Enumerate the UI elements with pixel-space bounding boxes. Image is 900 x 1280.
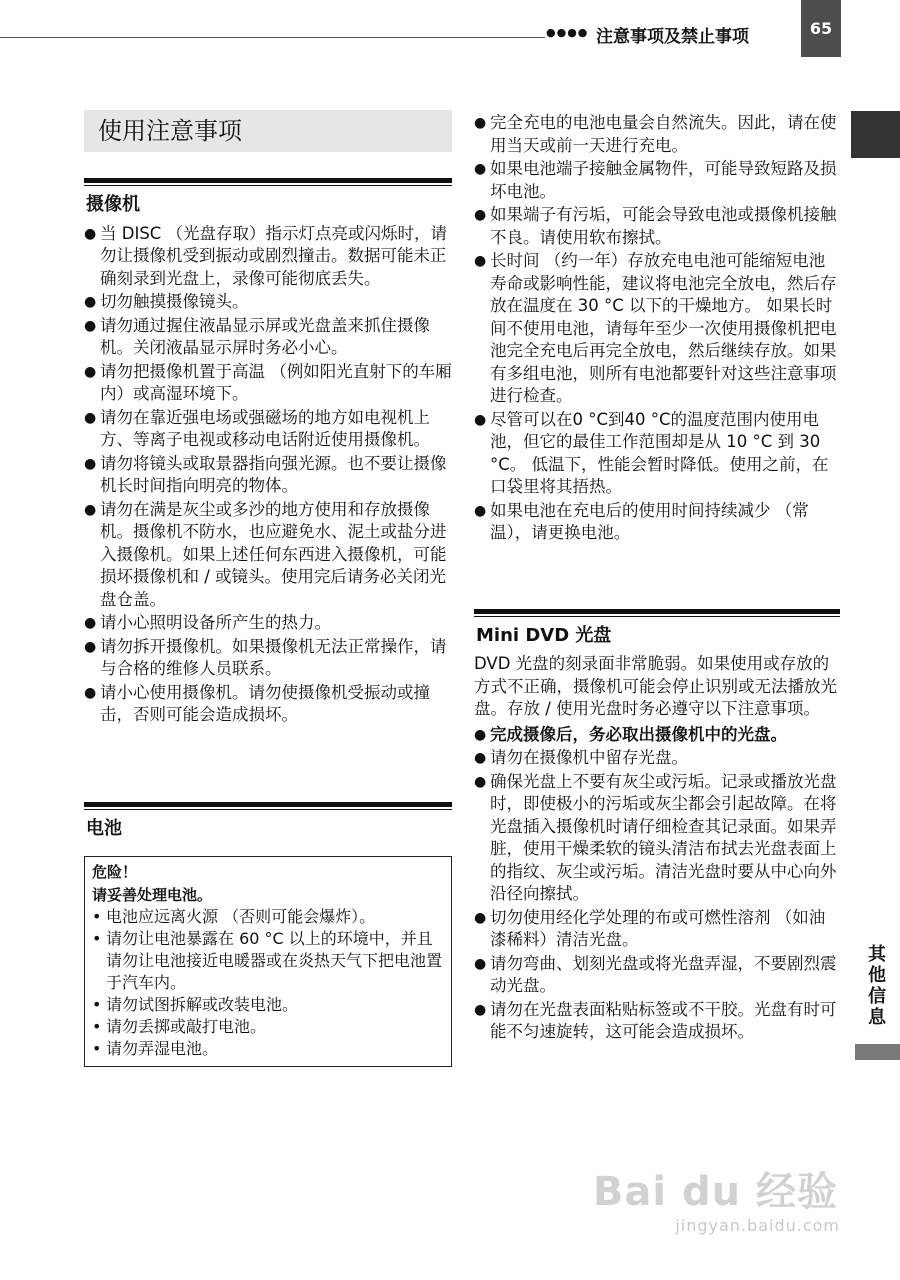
danger-item: • 请勿弄湿电池。 xyxy=(92,1038,444,1060)
left-column xyxy=(84,110,452,1067)
list-item-important: ● 完成摄像后，务必取出摄像机中的光盘。 xyxy=(474,724,840,747)
danger-subtitle: 请妥善处理电池。 xyxy=(92,885,213,904)
minidvd-list xyxy=(474,747,840,1044)
list-item: ● 尽管可以在0 °C到40 °C的温度范围内使用电池，但它的最佳工作范围却是从 10 °C 到 30 °C。 低温下，性能会暂时降低。使用之前，在口袋里将其捂热。 xyxy=(474,409,840,499)
list-item: ● 完全充电的电池电量会自然流失。因此，请在使用当天或前一天进行充电。 xyxy=(474,112,840,157)
side-tab-bar xyxy=(855,1044,900,1060)
list-item: ● 请勿将镜头或取景器指向强光源。也不要让摄像机长时间指向明亮的物体。 xyxy=(84,453,452,498)
section-rule xyxy=(84,178,452,183)
right-column xyxy=(474,112,840,1045)
list-item: ● 请勿把摄像机置于高温 （例如阳光直射下的车厢内）或高湿环境下。 xyxy=(84,361,452,406)
header-dots: ●●●● xyxy=(546,26,589,39)
section-rule xyxy=(84,802,452,807)
camcorder-list xyxy=(84,223,452,727)
minidvd-intro: DVD 光盘的刻录面非常脆弱。如果使用或存放的方式不正确，摄像机可能会停止识别或无法播放光盘。存放 / 使用光盘时务必遵守以下注意事项。 xyxy=(474,654,837,718)
page-number: 65 xyxy=(801,0,841,57)
danger-title: 危险！ xyxy=(92,863,138,881)
list-item: ● 如果电池在充电后的使用时间持续减少 （常温），请更换电池。 xyxy=(474,500,840,545)
list-item: ● 切勿触摸摄像镜头。 xyxy=(84,291,452,314)
danger-item: • 请勿让电池暴露在 60 °C 以上的环境中，并且请勿让电池接近电暖器或在炎热天气下把电池置于汽车内。 xyxy=(92,928,444,994)
section-heading-camcorder: 摄像机 xyxy=(86,194,140,215)
side-tab-marker xyxy=(851,111,900,158)
list-item: ● 请勿弯曲、划刻光盘或将光盘弄湿，不要剧烈震动光盘。 xyxy=(474,953,840,998)
danger-item: • 请勿试图拆解或改装电池。 xyxy=(92,994,444,1016)
list-item: ● 当 DISC （光盘存取）指示灯点亮或闪烁时，请勿让摄像机受到振动或剧烈撞击。数据可能未正确刻录到光盘上，录像可能彻底丢失。 xyxy=(84,223,452,291)
list-item: ● 请小心照明设备所产生的热力。 xyxy=(84,612,452,635)
list-item: ● 请勿在满是灰尘或多沙的地方使用和存放摄像机。摄像机不防水，也应避免水、泥土或盐分进入摄像机。如果上述任何东西进入摄像机，可能损坏摄像机和 / 或镜头。使用完后请务必关闭光盘仓盖。 xyxy=(84,499,452,612)
list-item: ● 请小心使用摄像机。请勿使摄像机受振动或撞击，否则可能会造成损坏。 xyxy=(84,682,452,727)
section-heading-battery: 电池 xyxy=(86,817,122,839)
section-heading-minidvd: Mini DVD 光盘 xyxy=(476,624,612,646)
watermark-logo: Bai du 经验 xyxy=(592,1169,838,1215)
danger-box xyxy=(84,856,452,1067)
page-title: 使用注意事项 xyxy=(84,110,452,152)
side-section-label: 其他信息 xyxy=(865,944,886,1028)
list-item: ● 请勿在靠近强电场或强磁场的地方如电视机上方、等离子电视或移动电话附近使用摄像机。 xyxy=(84,407,452,452)
list-item: ● 长时间 （约一年）存放充电电池可能缩短电池寿命或影响性能，建议将电池完全放电，然后存放在温度在 30 °C 以下的干燥地方。 如果长时间不使用电池，请每年至少一次使用摄像机把电池完全充电后再完全放电，然后继续存放。如果有多组电池，则所有电池都要针对这些注意事项进行检查。 xyxy=(474,250,840,408)
list-item: ● 切勿使用经化学处理的布或可燃性溶剂 （如油漆稀料）清洁光盘。 xyxy=(474,907,840,952)
list-item: ● 请勿通过握住液晶显示屏或光盘盖来抓住摄像机。关闭液晶显示屏时务必小心。 xyxy=(84,315,452,360)
list-item: ● 如果端子有污垢，可能会导致电池或摄像机接触不良。请使用软布擦拭。 xyxy=(474,204,840,249)
list-item: ● 如果电池端子接触金属物件，可能导致短路及损坏电池。 xyxy=(474,158,840,203)
header-title: 注意事项及禁止事项 xyxy=(596,27,749,47)
list-item: ● 确保光盘上不要有灰尘或污垢。记录或播放光盘时，即使极小的污垢或灰尘都会引起故障。在将光盘插入摄像机时请仔细检查其记录面。如果弄脏，使用干燥柔软的镜头清洁布拭去光盘表面上的指纹、灰尘或污垢。清洁光盘时要从中心向外沿径向擦拭。 xyxy=(474,771,840,906)
header-rule xyxy=(0,37,545,38)
danger-item: • 电池应远离火源 （否则可能会爆炸）。 xyxy=(92,906,444,928)
list-item: ● 请勿拆开摄像机。如果摄像机无法正常操作，请与合格的维修人员联系。 xyxy=(84,636,452,681)
danger-item: • 请勿丢掷或敲打电池。 xyxy=(92,1016,444,1038)
watermark-url: jingyan.baidu.com xyxy=(675,1216,840,1235)
battery-list xyxy=(474,112,840,545)
section-rule xyxy=(474,609,840,614)
list-item: ● 请勿在摄像机中留存光盘。 xyxy=(474,747,840,770)
list-item: ● 请勿在光盘表面粘贴标签或不干胶。光盘有时可能不匀速旋转，这可能会造成损坏。 xyxy=(474,999,840,1044)
